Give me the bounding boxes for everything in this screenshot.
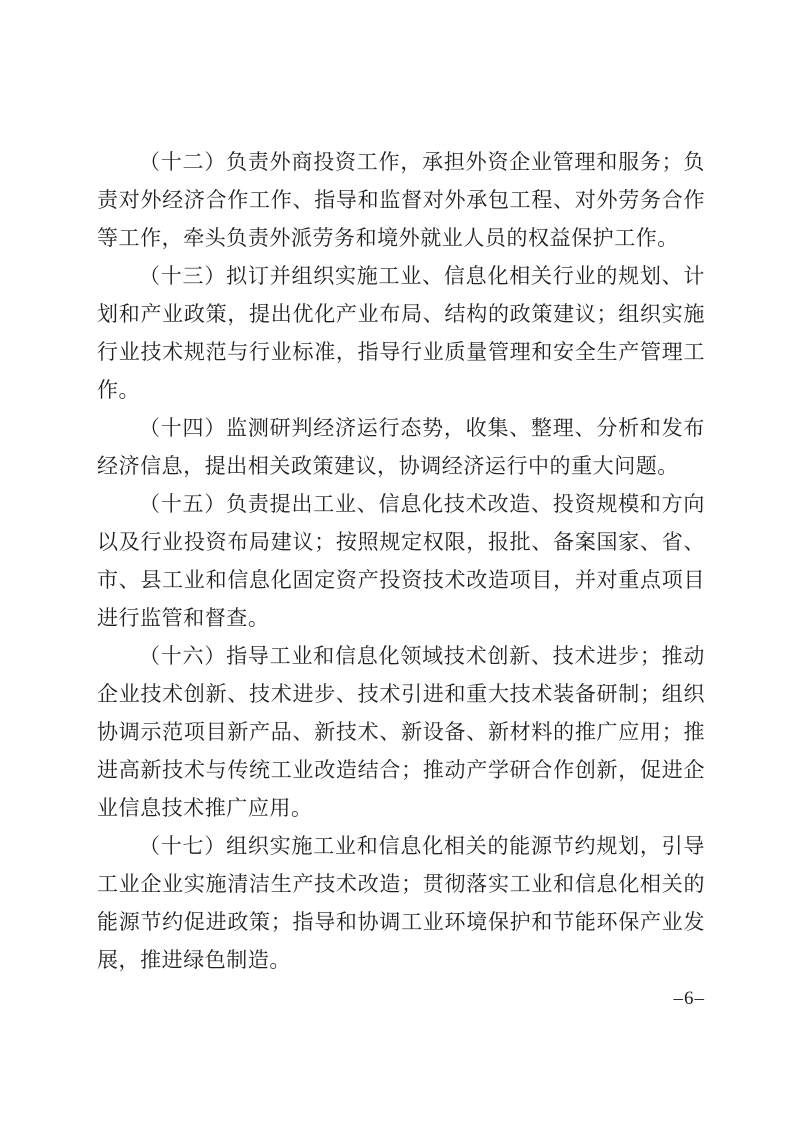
paragraph-item-15: （十五）负责提出工业、信息化技术改造、投资规模和方向以及行业投资布局建议；按照规定权限，报批、备案国家、省、市、县工业和信息化固定资产投资技术改造项目，并对重点项目进行监管和督查。 bbox=[97, 492, 705, 630]
paragraph-item-13: （十三）拟订并组织实施工业、信息化相关行业的规划、计划和产业政策，提出优化产业布局、结构的政策建议；组织实施行业技术规范与行业标准，指导行业质量管理和安全生产管理工作。 bbox=[97, 264, 705, 402]
page-number: –6– bbox=[673, 988, 705, 1009]
paragraph-item-17: （十七）组织实施工业和信息化相关的能源节约规划，引导工业企业实施清洁生产技术改造；贯彻落实工业和信息化相关的能源节约促进政策；指导和协调工业环境保护和节能环保产业发展，推进绿色制造。 bbox=[97, 834, 705, 972]
paragraph-item-14: （十四）监测研判经济运行态势，收集、整理、分析和发布经济信息，提出相关政策建议，协调经济运行中的重大问题。 bbox=[97, 416, 705, 478]
paragraph-item-16: （十六）指导工业和信息化领域技术创新、技术进步；推动企业技术创新、技术进步、技术引进和重大技术装备研制；组织协调示范项目新产品、新技术、新设备、新材料的推广应用；推进高新技术与传统工业改造结合；推动产学研合作创新，促进企业信息技术推广应用。 bbox=[97, 644, 705, 820]
document-body bbox=[97, 143, 705, 979]
paragraph-item-12: （十二）负责外商投资工作，承担外资企业管理和服务；负责对外经济合作工作、指导和监督对外承包工程、对外劳务合作等工作，牵头负责外派劳务和境外就业人员的权益保护工作。 bbox=[97, 150, 705, 250]
